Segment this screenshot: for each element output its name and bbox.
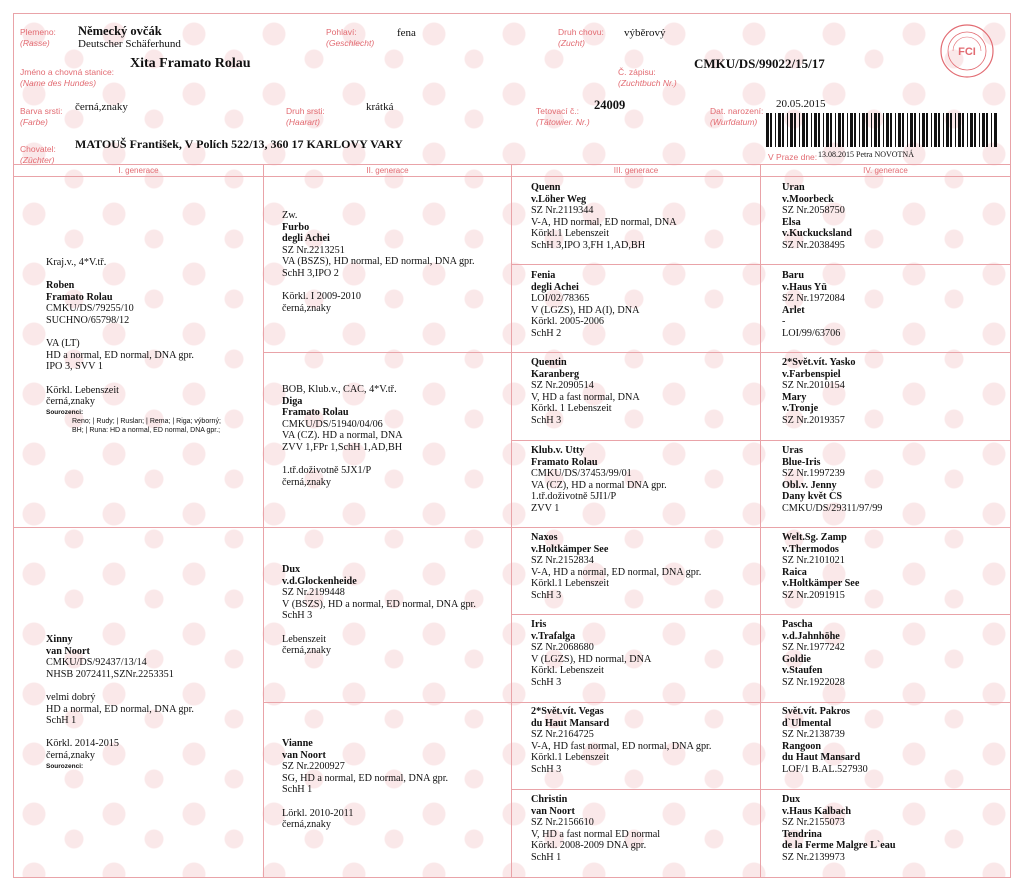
pedigree-line: Dux xyxy=(782,794,801,805)
pedigree-line: SZ Nr.2152834 xyxy=(531,555,594,567)
gen4-cell-1 xyxy=(782,182,852,252)
barcode-bar xyxy=(934,113,937,147)
pedigree-line: SZ Nr.2138739 xyxy=(782,729,845,741)
pedigree-line: Quentin xyxy=(531,357,567,368)
tetovaci-label: Tetovací č.: (Tätowier. Nr.) xyxy=(536,106,590,127)
pedigree-line: degli Achei xyxy=(531,281,579,293)
pedigree-line xyxy=(46,680,194,692)
barcode-bar xyxy=(794,113,796,147)
barcode-bar xyxy=(830,113,832,147)
pedigree-line: Klub.v. Utty xyxy=(531,445,585,456)
pedigree-line: Körkl. 2005-2006 xyxy=(531,316,605,328)
gen2-cell-1 xyxy=(282,210,475,314)
pedigree-line: Fenia xyxy=(531,270,556,281)
pedigree-line: SZ Nr.2155073 xyxy=(782,817,845,829)
pedigree-line: SchH 2 xyxy=(531,327,562,339)
jmeno-label: Jméno a chovná stanice: (Name des Hundes) xyxy=(20,67,115,88)
barcode-bar xyxy=(862,113,865,147)
pedigree-line xyxy=(282,796,448,808)
pedigree-line: Arlet xyxy=(782,304,805,316)
pedigree-line: V (LGZS), HD A(I), DNA xyxy=(531,304,640,316)
pedigree-line: SZ Nr.1922028 xyxy=(782,676,845,688)
registration-number: CMKU/DS/99022/15/17 xyxy=(694,56,825,71)
pedigree-line xyxy=(282,622,476,634)
birth-date: 20.05.2015 xyxy=(776,98,826,110)
barcode-bar xyxy=(958,113,961,147)
pedigree-line: Xinny xyxy=(46,634,73,645)
barcode-bar xyxy=(914,113,916,147)
pedigree-line: Rangoon xyxy=(782,740,822,752)
pohlavi-value: fena xyxy=(397,27,416,39)
pedigree-line: CMKU/DS/37453/99/01 xyxy=(531,468,632,480)
gen3-cell-2 xyxy=(531,270,639,340)
pedigree-line: Naxos xyxy=(531,532,558,543)
pedigree-line: ZVV 1,FPr 1,SchH 1,AD,BH xyxy=(282,441,403,453)
pedigree-line: Tendrina xyxy=(782,828,822,840)
pedigree-line: Körkl. Lebenszeit xyxy=(531,665,604,677)
barcode-bar xyxy=(842,113,844,147)
pedigree-line: CMKU/DS/92437/13/14 xyxy=(46,657,147,669)
gen3-cell-3 xyxy=(531,357,640,427)
pedigree-line: SZ Nr.2101021 xyxy=(782,555,845,567)
barva-value: černá,znaky xyxy=(75,101,128,113)
pedigree-line: v.Thermodos xyxy=(782,543,839,555)
pedigree-line: černá,znaky xyxy=(46,749,95,761)
plemeno-label: Plemeno: (Rasse) xyxy=(20,27,56,48)
pedigree-line: du Haut Mansard xyxy=(531,717,610,729)
gen1-dam-cell xyxy=(46,634,194,771)
pedigree-line: Körkl. I 2009-2010 xyxy=(282,291,361,303)
pedigree-line: Framato Rolau xyxy=(531,456,598,468)
pedigree-line: Mary xyxy=(782,391,807,403)
pedigree-line: HD a normal, ED normal, DNA gpr. xyxy=(46,349,194,361)
pedigree-line: SchH 3,IPO 2 xyxy=(282,267,339,279)
pedigree-line: černá,znaky xyxy=(46,396,95,408)
pedigree-line: SZ Nr.2010154 xyxy=(782,380,845,392)
pedigree-line xyxy=(46,269,221,281)
pedigree-line: SZ Nr.2119344 xyxy=(531,205,594,217)
gen3-cell-7 xyxy=(531,706,711,776)
pedigree-line: SchH 1 xyxy=(282,784,313,796)
pedigree-line xyxy=(282,280,475,292)
barcode-bar xyxy=(799,113,800,147)
druh-chovu-label: Druh chovu: (Zucht) xyxy=(558,27,604,48)
pedigree-line: Dany květ CS xyxy=(782,491,843,503)
barcode-bar xyxy=(835,113,836,147)
pedigree-line: Roben xyxy=(46,280,75,292)
pedigree-line: CMKU/DS/79255/10 xyxy=(46,303,134,315)
dog-name: Xita Framato Rolau xyxy=(130,56,251,71)
pedigree-line: SZ Nr.1977242 xyxy=(782,642,845,654)
barcode-bar xyxy=(898,113,901,147)
pedigree-line: Sourozenci: xyxy=(46,408,84,416)
barcode-bar xyxy=(806,113,808,147)
pedigree-line: SZ Nr.2139973 xyxy=(782,851,845,863)
pedigree-line: Welt.Sg. Zamp xyxy=(782,532,847,543)
pedigree-line: V (LGZS), HD normal, DNA xyxy=(531,653,652,665)
pedigree-line: v.Trafalga xyxy=(531,630,576,642)
barcode-bar xyxy=(770,113,772,147)
barcode-bar xyxy=(922,113,925,147)
pedigree-line: v.Holtkämper See xyxy=(782,578,860,590)
barcode-bar xyxy=(967,113,968,147)
pedigree-line: SchH 3 xyxy=(282,610,313,622)
pedigree-line: van Noort xyxy=(531,805,575,817)
pedigree-line: Christin xyxy=(531,794,568,805)
barcode-bar xyxy=(826,113,829,147)
pedigree-line xyxy=(46,373,221,385)
pedigree-line: LOI/99/63706 xyxy=(782,327,841,339)
pedigree-line: V-A, HD fast normal, ED normal, DNA gpr. xyxy=(531,740,712,752)
barcode-bar xyxy=(787,113,788,147)
pedigree-line: černá,znaky xyxy=(282,476,331,488)
barcode-bar xyxy=(859,113,860,147)
pedigree-line: SZ Nr.1997239 xyxy=(782,468,845,480)
pedigree-line: Reno; | Rudy; | Ruslan; | Rema; | Riga; výborný; xyxy=(72,417,221,425)
chovatel-label: Chovatel: (Züchter) xyxy=(20,144,56,165)
pedigree-line: v.Farbenspiel xyxy=(782,368,841,380)
pedigree-line: du Haut Mansard xyxy=(782,752,861,764)
barcode-bar xyxy=(946,113,949,147)
pedigree-line: Uran xyxy=(782,182,805,193)
pedigree-line: Goldie xyxy=(782,653,811,665)
barcode-bar xyxy=(838,113,841,147)
plemeno-value-de: Deutscher Schäferhund xyxy=(78,38,181,50)
pedigree-line: SZ Nr.2200927 xyxy=(282,761,345,773)
pedigree-line: SZ Nr.2156610 xyxy=(531,817,594,829)
pedigree-line: SZ Nr.2090514 xyxy=(531,380,594,392)
barcode-bar xyxy=(814,113,817,147)
pedigree-line: Lebenszeit xyxy=(282,633,327,645)
pedigree-line: de la Ferme Malgre L`eau xyxy=(782,840,896,852)
pedigree-line: 1.tř.doživotně 5JX1/P xyxy=(282,465,372,477)
gen3-cell-6 xyxy=(531,619,651,689)
gen1-sire-cell xyxy=(46,257,221,435)
pedigree-line: CMKU/DS/51940/04/06 xyxy=(282,418,383,430)
pedigree-line: SZ Nr.2058750 xyxy=(782,205,845,217)
pedigree-line: SZ Nr.2091915 xyxy=(782,589,845,601)
pedigree-line: Körkl.1 Lebenszeit xyxy=(531,228,610,240)
pedigree-line: 2*Svět.vít. Vegas xyxy=(531,706,604,717)
barcode-bar xyxy=(982,113,985,147)
c-zapisu-label: Č. zápisu: (Zuchtbuch Nr.) xyxy=(618,67,677,88)
pedigree-line: SchH 3,IPO 3,FH 1,AD,BH xyxy=(531,239,646,251)
pedigree-line: Blue-Iris xyxy=(782,456,821,468)
barcode-bar xyxy=(874,113,877,147)
barcode-bar xyxy=(878,113,880,147)
gen3-cell-8 xyxy=(531,794,660,864)
gen2-cell-3 xyxy=(282,564,476,657)
pedigree-line: SZ Nr.2019357 xyxy=(782,414,845,426)
pedigree-line: Framato Rolau xyxy=(46,291,113,303)
pedigree-line: SZ Nr.1972084 xyxy=(782,293,845,305)
pedigree-line: IPO 3, SVV 1 xyxy=(46,361,103,373)
barcode-bar xyxy=(943,113,944,147)
fci-logo-icon xyxy=(939,23,995,79)
gen2-cell-2 xyxy=(282,384,403,488)
barcode-bar xyxy=(962,113,964,147)
barcode-bar xyxy=(895,113,896,147)
pedigree-line: Quenn xyxy=(531,182,561,193)
pedigree-line: SUCHNO/65798/12 xyxy=(46,314,130,326)
gen4-cell-8 xyxy=(782,794,896,864)
gen4-cell-3 xyxy=(782,357,856,427)
pedigree-line: Elsa xyxy=(782,216,801,228)
pedigree-line: Raica xyxy=(782,566,807,578)
pedigree-line: VA (CZ). HD a normal, DNA xyxy=(282,430,403,442)
pedigree-line: SZ Nr.2213251 xyxy=(282,244,345,256)
barcode-bar xyxy=(818,113,820,147)
pedigree-line: v.Moorbeck xyxy=(782,193,834,205)
svg-text:FCI: FCI xyxy=(958,46,976,58)
gen4-cell-6 xyxy=(782,619,845,689)
pedigree-line: NHSB 2072411,SZNr.2253351 xyxy=(46,668,174,680)
gen4-cell-4 xyxy=(782,445,882,515)
barcode-bar xyxy=(902,113,904,147)
gen4-cell-5 xyxy=(782,532,859,602)
pedigree-line: ZVV 1 xyxy=(531,502,560,514)
gen3-cell-1 xyxy=(531,182,677,252)
pedigree-line: HD a normal, ED normal, DNA gpr. xyxy=(46,703,194,715)
barcode-bar xyxy=(886,113,889,147)
pedigree-line: 2*Svět.vít. Yasko xyxy=(782,357,856,368)
pedigree-line: degli Achei xyxy=(282,233,330,245)
barcode-bar xyxy=(970,113,973,147)
barcode-bar xyxy=(919,113,920,147)
pedigree-line: SchH 3 xyxy=(531,589,562,601)
gen4-cell-2 xyxy=(782,270,845,340)
pedigree-line xyxy=(282,454,403,466)
barcode-bar xyxy=(974,113,976,147)
pedigree-line: Karanberg xyxy=(531,368,580,380)
pedigree-line: - xyxy=(782,316,786,328)
pedigree-line: BOB, Klub.v., CAC, 4*V.tř. xyxy=(282,384,397,395)
barcode-bar xyxy=(926,113,928,147)
tattoo-number: 24009 xyxy=(594,98,626,112)
pedigree-line: v.Haus Kalbach xyxy=(782,805,852,817)
pedigree-line: Iris xyxy=(531,619,547,630)
pohlavi-label: Pohlaví: (Geschlecht) xyxy=(326,27,375,48)
pedigree-line: černá,znaky xyxy=(282,645,331,657)
pedigree-line: BH; | Runa: HD a normal, ED normal, DNA gpr.; xyxy=(72,426,221,434)
generation-header-3: III. generace xyxy=(613,166,659,175)
pedigree-line: v.Staufen xyxy=(782,665,823,677)
pedigree-line: SchH 3 xyxy=(531,414,562,426)
pedigree-line: SZ Nr.2038495 xyxy=(782,239,845,251)
generation-header-4: IV. generace xyxy=(863,166,908,175)
barcode xyxy=(766,113,998,147)
barcode-bar xyxy=(847,113,848,147)
barcode-bar xyxy=(931,113,932,147)
pedigree-line: Kraj.v., 4*V.tř. xyxy=(46,257,107,268)
barcode-bar xyxy=(890,113,892,147)
breeder: MATOUŠ František, V Polích 522/13, 360 17 KARLOVY VARY xyxy=(75,137,403,151)
pedigree-line: Körkl. 2014-2015 xyxy=(46,738,120,750)
pedigree-line: v.Tronje xyxy=(782,403,819,415)
barcode-bar xyxy=(991,113,992,147)
pedigree-line: Körkl. 2008-2009 DNA gpr. xyxy=(531,840,647,852)
pedigree-line: v.d.Glockenheide xyxy=(282,575,357,587)
pedigree-line: Pascha xyxy=(782,619,813,630)
barcode-bar xyxy=(986,113,988,147)
issue-date-signature: 13.08.2015 Petra NOVOTNÁ xyxy=(818,150,914,159)
pedigree-line: SchH 3 xyxy=(531,676,562,688)
barcode-bar xyxy=(910,113,913,147)
barcode-bar xyxy=(883,113,884,147)
pedigree-line: van Noort xyxy=(282,749,326,761)
barcode-bar xyxy=(778,113,781,147)
pedigree-line: Furbo xyxy=(282,221,310,233)
pedigree-line: V-A, HD normal, ED normal, DNA xyxy=(531,216,677,228)
barcode-bar xyxy=(811,113,812,147)
pedigree-line: Lörkl. 2010-2011 xyxy=(282,807,354,819)
barcode-bar xyxy=(854,113,856,147)
pedigree-line: Diga xyxy=(282,395,303,407)
barcode-bar xyxy=(790,113,793,147)
pedigree-line: Svět.vít. Pakros xyxy=(782,706,851,717)
pedigree-line: Dux xyxy=(282,564,301,575)
barcode-bar xyxy=(871,113,872,147)
pedigree-line xyxy=(46,727,194,739)
pedigree-line: SZ Nr.2164725 xyxy=(531,729,594,741)
pedigree-line: V-A, HD a normal, ED normal, DNA gpr. xyxy=(531,566,702,578)
pedigree-line xyxy=(46,327,221,339)
pedigree-line: Körkl. Lebenszeit xyxy=(46,384,119,396)
barcode-bar xyxy=(850,113,853,147)
pedigree-line: v.Löher Weg xyxy=(531,193,587,205)
barcode-bar xyxy=(775,113,776,147)
v-praze-label: V Praze dne: xyxy=(768,152,818,162)
pedigree-line: černá,znaky xyxy=(282,302,331,314)
dat-narozeni-label: Dat. narození: (Wurfdatum) xyxy=(710,106,764,127)
pedigree-line: Körkl. 1 Lebenszeit xyxy=(531,403,612,415)
pedigree-line: VA (BSZS), HD normal, ED normal, DNA gpr. xyxy=(282,256,475,268)
druh-srsti-label: Druh srsti: (Haarart) xyxy=(286,106,325,127)
barcode-bar xyxy=(938,113,940,147)
pedigree-line: VA (LT) xyxy=(46,338,80,350)
pedigree-line: Körkl.1 Lebenszeit xyxy=(531,578,610,590)
pedigree-line: Sourozenci: xyxy=(46,762,84,770)
gen3-cell-5 xyxy=(531,532,701,602)
druh-chovu-value: výběrový xyxy=(624,27,666,39)
pedigree-line: d`Ulmental xyxy=(782,717,832,729)
pedigree-line: SZ Nr.2068680 xyxy=(531,642,594,654)
pedigree-line: černá,znaky xyxy=(282,819,331,831)
pedigree-line: Uras xyxy=(782,445,803,456)
pedigree-line: velmi dobrý xyxy=(46,691,96,703)
barcode-bar xyxy=(994,113,997,147)
pedigree-line: V, HD a fast normal, DNA xyxy=(531,391,640,403)
pedigree-line: SchH 3 xyxy=(531,763,562,775)
barcode-bar xyxy=(950,113,952,147)
barcode-bar xyxy=(907,113,908,147)
barcode-bar xyxy=(802,113,805,147)
pedigree-line: Vianne xyxy=(282,738,313,749)
pedigree-line: V, HD a fast normal ED normal xyxy=(531,828,661,840)
pedigree-line: van Noort xyxy=(46,645,90,657)
gen2-cell-4 xyxy=(282,738,448,831)
barcode-bar xyxy=(955,113,956,147)
pedigree-line: LOI/02/78365 xyxy=(531,293,590,305)
pedigree-line: SchH 1 xyxy=(46,715,77,727)
pedigree-line: LOF/1 B.AL.527930 xyxy=(782,763,868,775)
druh-srsti-value: krátká xyxy=(366,101,394,113)
pedigree-line: SchH 1 xyxy=(531,851,562,863)
pedigree-line: Baru xyxy=(782,270,805,281)
plemeno-value: Německý ovčák xyxy=(78,24,162,38)
barcode-bar xyxy=(782,113,784,147)
pedigree-line: Framato Rolau xyxy=(282,407,349,419)
pedigree-line: SZ Nr.2199448 xyxy=(282,587,345,599)
pedigree-line: v.d.Jahnhöhe xyxy=(782,630,840,642)
pedigree-line: SG, HD a normal, ED normal, DNA gpr. xyxy=(282,772,449,784)
barva-label: Barva srsti: (Farbe) xyxy=(20,106,63,127)
pedigree-line: 1.tř.doživotně 5JI1/P xyxy=(531,491,617,503)
pedigree-line: CMKU/DS/29311/97/99 xyxy=(782,502,883,514)
barcode-bar xyxy=(823,113,824,147)
barcode-bar xyxy=(866,113,868,147)
pedigree-line: VA (CZ), HD a normal DNA gpr. xyxy=(531,479,667,491)
pedigree-line: Zw. xyxy=(282,210,298,221)
gen3-cell-4 xyxy=(531,445,667,515)
barcode-bar xyxy=(766,113,769,147)
gen4-cell-7 xyxy=(782,706,868,776)
pedigree-line: v.Kuckucksland xyxy=(782,228,852,240)
barcode-bar xyxy=(979,113,980,147)
pedigree-line: Obl.v. Jenny xyxy=(782,479,837,491)
generation-header-2: II. generace xyxy=(366,166,409,175)
pedigree-line: Körkl.1 Lebenszeit xyxy=(531,752,610,764)
pedigree-line: v.Haus Yü xyxy=(782,281,827,293)
pedigree-line: v.Holtkämper See xyxy=(531,543,609,555)
pedigree-line: V (BSZS), HD a normal, ED normal, DNA gpr. xyxy=(282,598,476,610)
generation-header-1: I. generace xyxy=(118,166,159,175)
